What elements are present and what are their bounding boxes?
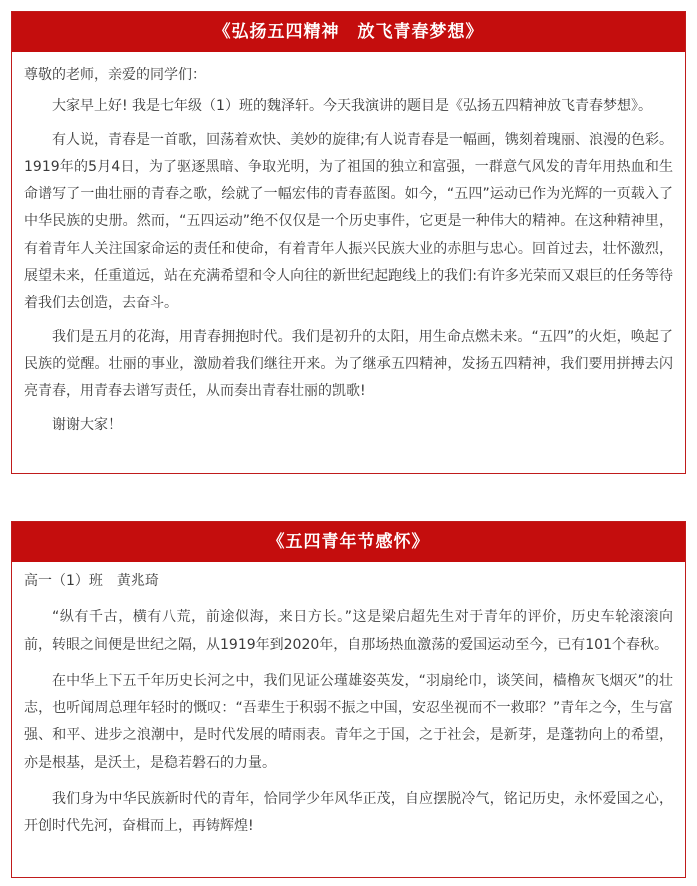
speech-1-closing: 谢谢大家！ [52,416,122,433]
speech-2-paragraph-3: 我们身为中华民族新时代的青年，恰同学少年风华正茂，自应摆脱冷气，铭记历史，永怀爱国之心，开创时代先河，奋楫而上，再铸辉煌! [24,791,673,835]
speech-2-title: 《五四青年节感怀》 [12,522,685,562]
speech-1-paragraph-1: 大家早上好! 我是七年级（1）班的魏泽轩。今天我演讲的题目是《弘扬五四精神放飞青春梦想》。 [52,98,652,115]
speech-1-body [12,52,685,439]
speech-2-paragraph-2: 在中华上下五千年历史长河之中，我们见证公瑾雄姿英发，“羽扇纶巾，谈笑间，樯橹灰飞烟灭”的壮志，也听闻周总理年轻时的慨叹：“吾辈生于积弱不振之中国，安忍坐视而不一救耶？”青年之今，生与富强、和平、进步之浪潮中，是时代发展的晴雨表。青年之于国，之于社会，是新芽，是蓬勃向上的希望，亦是根基，是沃土，是稳若磐石的力量。 [24,672,673,771]
speech-1-greeting: 尊敬的老师，亲爱的同学们： [24,67,206,83]
speech-2-body [12,562,685,841]
speech-1-paragraph-2: 有人说，青春是一首歌，回荡着欢快、美妙的旋律;有人说青春是一幅画，镌刻着瑰丽、浪漫的色彩。 1919年的5月4日，为了驱逐黑暗、争取光明，为了祖国的独立和富强，一群意气风发的青年用热血和生命谱写了一曲壮丽的青春之歌，绘就了一幅宏伟的青春蓝图。如今，“五四”运动已作为光辉的一页载入了中华民族的史册。然而，“五四运动”绝不仅仅是一个历史事件，它更是一种伟大的精神。在这种精神里，有着青年人关注国家命运的责任和使命，有着青年人振兴民族大业的赤胆与忠心。回首过去，壮怀激烈，展望未来，任重道远，站在充满希望和令人向往的新世纪起跑线上的我们:有许多光荣而又艰巨的任务等待着我们去创造，去奋斗。 [24,131,673,312]
speech-card-1 [11,11,686,474]
speech-card-2 [11,521,686,878]
speech-1-title: 《弘扬五四精神 放飞青春梦想》 [12,12,685,52]
speech-1-paragraph-3: 我们是五月的花海，用青春拥抱时代。我们是初升的太阳，用生命点燃未来。“五四”的火炬，唤起了民族的觉醒。壮丽的事业，激励着我们继往开来。为了继承五四精神，发扬五四精神，我们要用拼搏去闪亮青春，用青春去谱写责任，从而奏出青春壮丽的凯歌! [24,328,673,400]
speech-2-byline: 高一（1）班 黄兆琦 [24,573,159,589]
speech-2-paragraph-1: “纵有千古，横有八荒，前途似海，来日方长。”这是梁启超先生对于青年的评价，历史车轮滚滚向前，转眼之间便是世纪之隔，从1919年到2020年，自那场热血激荡的爱国运动至今，已有101个春秋。 [24,609,673,653]
